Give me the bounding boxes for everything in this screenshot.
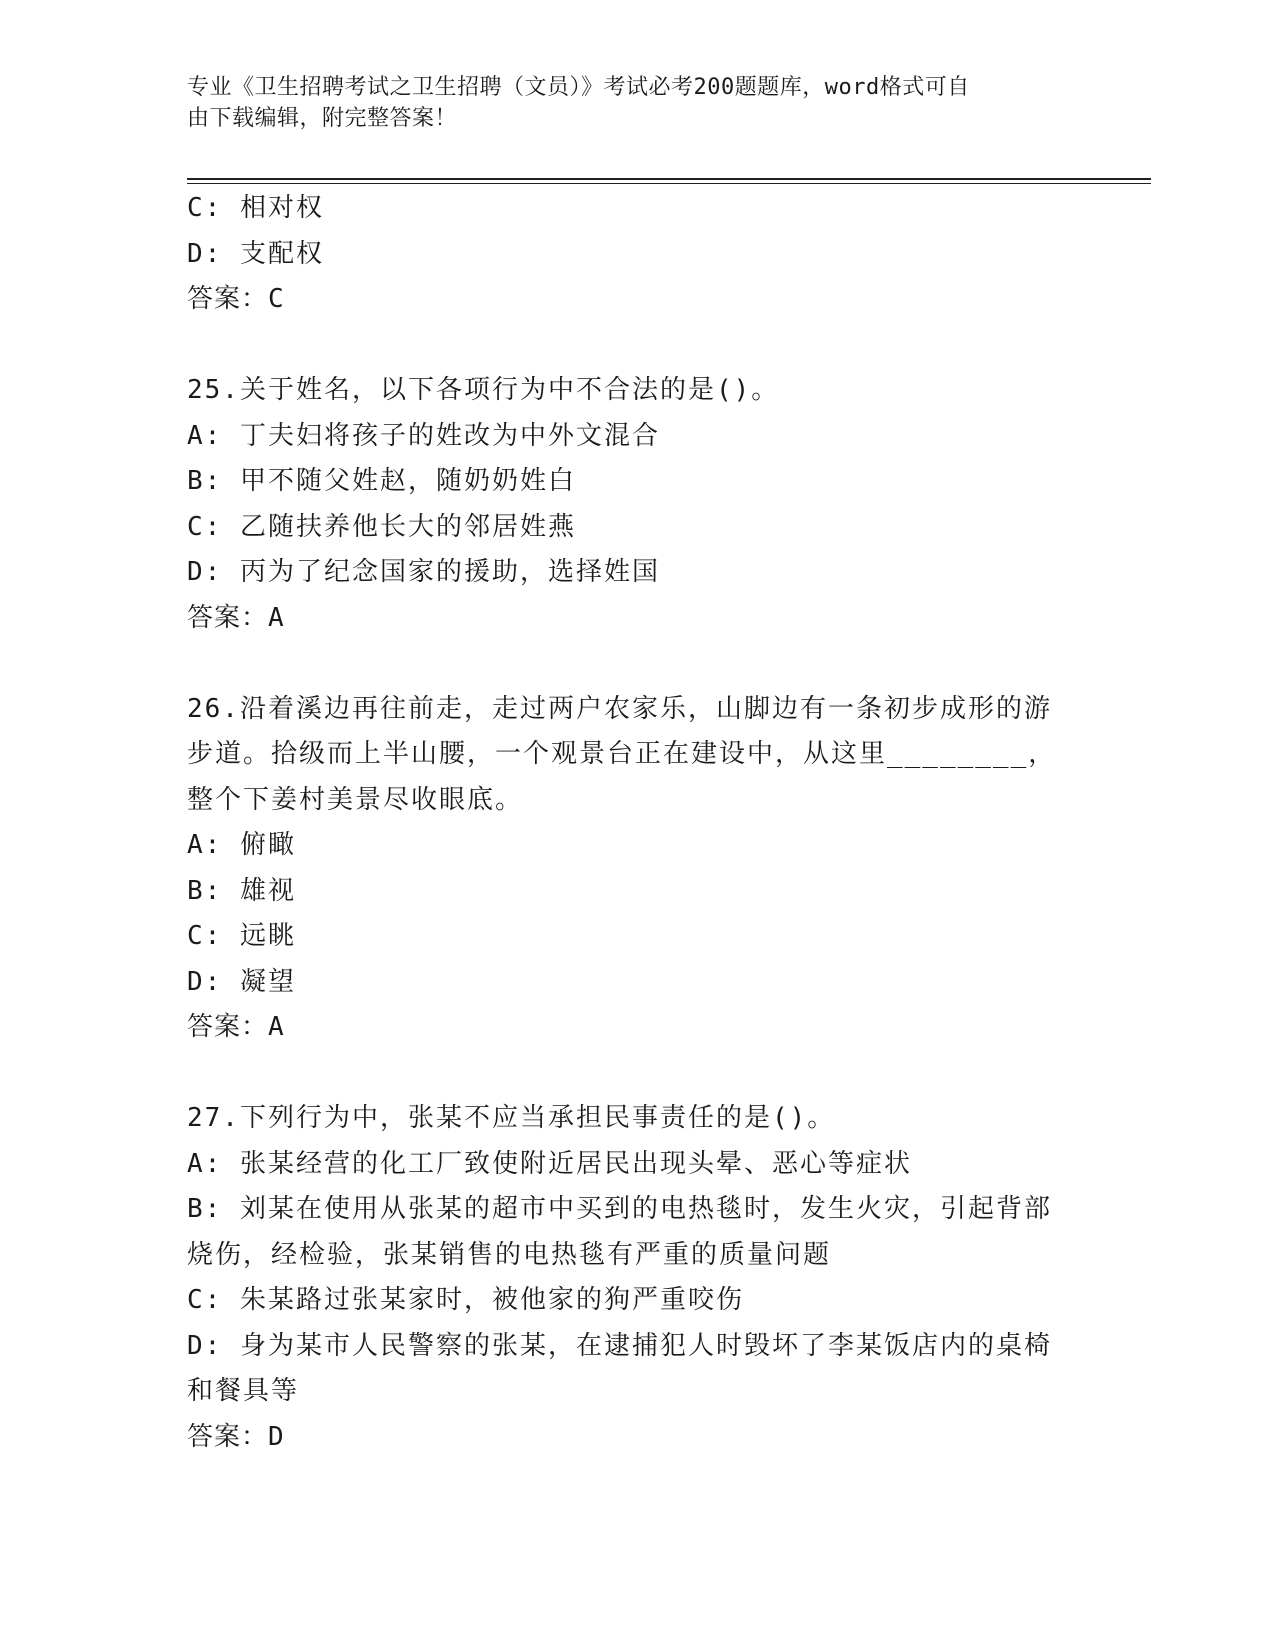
option-b-continued: 烧伤，经检验，张某销售的电热毯有严重的质量问题 <box>187 1239 832 1270</box>
header-line-2: 由下载编辑，附完整答案！ <box>187 106 458 131</box>
option-d-continued: 和餐具等 <box>187 1376 300 1406</box>
option-a: A: 张某经营的化工厂致使附近居民出现头晕、恶心等症状 <box>187 1148 912 1179</box>
answer-text: 答案：D <box>187 1421 285 1452</box>
block-spacer <box>187 641 1077 687</box>
question-block <box>187 687 1077 1051</box>
option-b: B: 刘某在使用从张某的超市中买到的电热毯时，发生火灾，引起背部 <box>187 1194 1052 1224</box>
option-c: C: 相对权 <box>187 193 324 223</box>
document-header <box>187 72 1087 134</box>
option-a: A: 俯瞰 <box>187 830 296 860</box>
option-c: C: 乙随扶养他长大的邻居姓燕 <box>187 511 576 542</box>
option-d: D: 支配权 <box>187 238 324 269</box>
question-text: 25.关于姓名，以下各项行为中不合法的是()。 <box>187 375 780 405</box>
answer-text: 答案：A <box>187 602 285 633</box>
option-a: A: 丁夫妇将孩子的姓改为中外文混合 <box>187 420 660 451</box>
option-c: C: 朱某路过张某家时，被他家的狗严重咬伤 <box>187 1285 744 1315</box>
question-text: 步道。拾级而上半山腰，一个观景台正在建设中，从这里________， <box>187 739 1057 769</box>
header-divider <box>187 178 1151 180</box>
answer-text: 答案：C <box>187 284 285 314</box>
option-b: B: 甲不随父姓赵，随奶奶姓白 <box>187 466 576 496</box>
block-spacer <box>187 323 1077 369</box>
question-text: 26.沿着溪边再往前走，走过两户农家乐，山脚边有一条初步成形的游 <box>187 693 1052 724</box>
header-divider-thin <box>187 183 1151 184</box>
question-text: 整个下姜村美景尽收眼底。 <box>187 784 524 815</box>
header-line-1: 专业《卫生招聘考试之卫生招聘（文员）》考试必考200题题库，word格式可自 <box>187 75 970 100</box>
block-spacer <box>187 1051 1077 1097</box>
question-block <box>187 1096 1077 1460</box>
question-list <box>187 186 1077 1460</box>
answer-text: 答案：A <box>187 1012 285 1042</box>
option-d: D: 身为某市人民警察的张某，在逮捕犯人时毁坏了李某饭店内的桌椅 <box>187 1330 1052 1361</box>
option-c: C: 远眺 <box>187 921 296 951</box>
option-d: D: 丙为了纪念国家的援助，选择姓国 <box>187 557 660 587</box>
question-block <box>187 368 1077 641</box>
option-b: B: 雄视 <box>187 875 296 906</box>
option-d: D: 凝望 <box>187 966 296 997</box>
question-text: 27.下列行为中，张某不应当承担民事责任的是()。 <box>187 1103 836 1133</box>
question-block <box>187 186 1077 323</box>
